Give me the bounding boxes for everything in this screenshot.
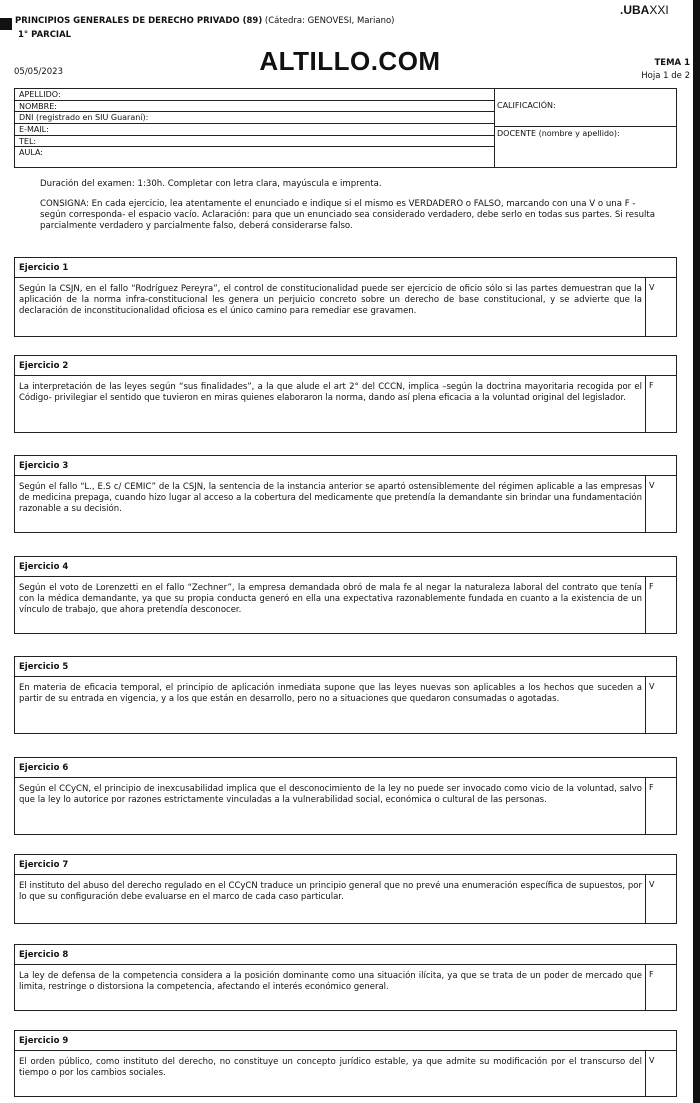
exercise-4 (14, 556, 677, 634)
grading-divider (495, 126, 676, 127)
answer-box[interactable]: F (645, 577, 676, 633)
answer-box[interactable]: V (645, 476, 676, 532)
exercise-body (15, 577, 676, 633)
field-apellido: APELLIDO: (15, 89, 494, 101)
exam-date: 05/05/2023 (14, 67, 63, 77)
exercise-text: El instituto del abuso del derecho regulado en el CCyCN traduce un principio general que no prevé una enumeración específica de supuestos, por lo que su configuración debe evaluarse en el marco de cada caso particular. (19, 881, 642, 902)
field-calificacion: CALIFICACIÓN: (497, 101, 556, 110)
tema-label: TEMA 1 (654, 58, 690, 68)
brand-watermark: ALTILLO.COM (259, 46, 441, 76)
answer-box[interactable]: V (645, 677, 676, 733)
course-title (15, 16, 394, 27)
grading-fields (495, 89, 676, 167)
student-fields (15, 89, 495, 167)
exercise-text: Según el fallo “L., E.S c/ CEMIC” de la CSJN, la sentencia de la instancia anterior se apartó ostensiblemente del régimen aplicable a las empresas de medicina prepaga, cuando hizo lugar al acceso a la cobertura del medicamente que pretendía la demandante sin brindar una fundamentación razonable a su decisión. (19, 482, 642, 514)
exercise-7 (14, 854, 677, 924)
field-aula: AULA: (19, 148, 43, 158)
exercise-title: Ejercicio 6 (15, 758, 676, 778)
exercise-text: La ley de defensa de la competencia considera a la posición dominante como una situación ilícita, ya que se trata de un poder de mercado que limita, restringe o distorsiona la competencia, afectando el interés económico general. (19, 971, 642, 992)
exercise-title: Ejercicio 1 (15, 258, 676, 278)
exercise-3 (14, 455, 677, 533)
uba-logo (620, 3, 669, 17)
field-dni: DNI (registrado en SIU Guaraní): (15, 112, 494, 124)
exam-duration: Duración del examen: 1:30h. Completar con letra clara, mayúscula e imprenta. (40, 179, 382, 189)
page-edge-bar (693, 0, 700, 1103)
exercise-title: Ejercicio 3 (15, 456, 676, 476)
course-name: PRINCIPIOS GENERALES DE DERECHO PRIVADO (89) (15, 16, 263, 26)
answer-box[interactable]: V (645, 875, 676, 923)
uba-logo-bold: .UBA (620, 3, 650, 17)
exercise-text: Según el CCyCN, el principio de inexcusabilidad implica que el desconocimiento de la ley no puede ser invocado como vicio de la voluntad, salvo que la ley lo autorice por razones estrictamente vinculadas a la vulnerabilidad social, económica o cultural de las personas. (19, 784, 642, 805)
exercise-body (15, 875, 676, 923)
exercise-8 (14, 944, 677, 1011)
exercise-text: La interpretación de las leyes según “sus finalidades”, a la que alude el art 2° del CCCN, implica –según la doctrina mayoritaria recogida por el Código- privilegiar el sentido que tuvieron en miras quienes elaboraron la norma, dando así plena eficacia a la voluntad original del legislador. (19, 382, 642, 403)
student-info-table (14, 88, 677, 168)
exam-name: 1° PARCIAL (18, 30, 72, 40)
exercise-2 (14, 355, 677, 433)
exercise-title: Ejercicio 7 (15, 855, 676, 875)
page-counter: Hoja 1 de 2 (641, 71, 690, 81)
exercise-body (15, 677, 676, 733)
exercise-6 (14, 757, 677, 835)
answer-box[interactable]: F (645, 376, 676, 432)
exercise-title: Ejercicio 5 (15, 657, 676, 677)
exercise-5 (14, 656, 677, 734)
header-marker (0, 18, 12, 30)
field-docente: DOCENTE (nombre y apellido): (497, 129, 620, 138)
exercise-text: El orden público, como instituto del derecho, no constituye un concepto jurídico estable, ya que admite su modificación por el transcurso del tiempo o por los cambios sociales. (19, 1057, 642, 1078)
exercise-title: Ejercicio 2 (15, 356, 676, 376)
field-nombre: NOMBRE: (15, 101, 494, 113)
catedra: (Cátedra: GENOVESI, Mariano) (264, 16, 395, 26)
exercise-body (15, 278, 676, 336)
exercise-body (15, 965, 676, 1010)
exercise-text: Según el voto de Lorenzetti en el fallo “Zechner”, la empresa demandada obró de mala fe al negar la naturaleza laboral del contrato que tenía con la médica demandante, ya que su propia conducta generó en ella una expectativa razonablemente fundada en cuanto a la existencia de un vínculo de trabajo, que ahora pretendía desconocer. (19, 583, 642, 615)
tema-block (600, 57, 690, 83)
answer-box[interactable]: F (645, 965, 676, 1010)
uba-logo-light: XXI (649, 3, 669, 17)
exercise-title: Ejercicio 8 (15, 945, 676, 965)
field-tel: TEL: (15, 136, 494, 148)
exercise-body (15, 778, 676, 834)
answer-box[interactable]: F (645, 778, 676, 834)
exercise-title: Ejercicio 9 (15, 1031, 676, 1051)
exercise-9 (14, 1030, 677, 1097)
exercise-1 (14, 257, 677, 337)
exercise-text: Según la CSJN, en el fallo “Rodríguez Pereyra”, el control de constitucionalidad puede ser ejercicio de oficio sólo si las partes demuestran que la aplicación de la norma infra-constitucional les genera un perjuicio concreto sobre un derecho de base constitucional, y se advierte que la declaración de inconstitucionalidad oficiosa es el único camino para remediar ese gravamen. (19, 284, 642, 316)
answer-box[interactable]: V (645, 1051, 676, 1096)
exercise-body (15, 476, 676, 532)
exercise-body (15, 1051, 676, 1096)
exam-consigna: CONSIGNA: En cada ejercicio, lea atentamente el enunciado e indique si el mismo es VERDADERO o FALSO, marcando con una V o una F -según corresponda- el espacio vacío. Aclaración: para que un enunciado sea considerado verdadero, debe serlo en todas sus partes. Si resulta parcialmente verdadero y parcialmente falso, deberá considerarse falso. (40, 199, 656, 231)
exercise-title: Ejercicio 4 (15, 557, 676, 577)
field-email: E-MAIL: (15, 124, 494, 136)
answer-box[interactable]: V (645, 278, 676, 336)
exercise-body (15, 376, 676, 432)
exercise-text: En materia de eficacia temporal, el principio de aplicación inmediata supone que las leyes nuevas son aplicables a los hechos que suceden a partir de su entrada en vigencia, y a los que están en desarrollo, pero no a situaciones que quedaron consumadas o agotadas. (19, 683, 642, 704)
